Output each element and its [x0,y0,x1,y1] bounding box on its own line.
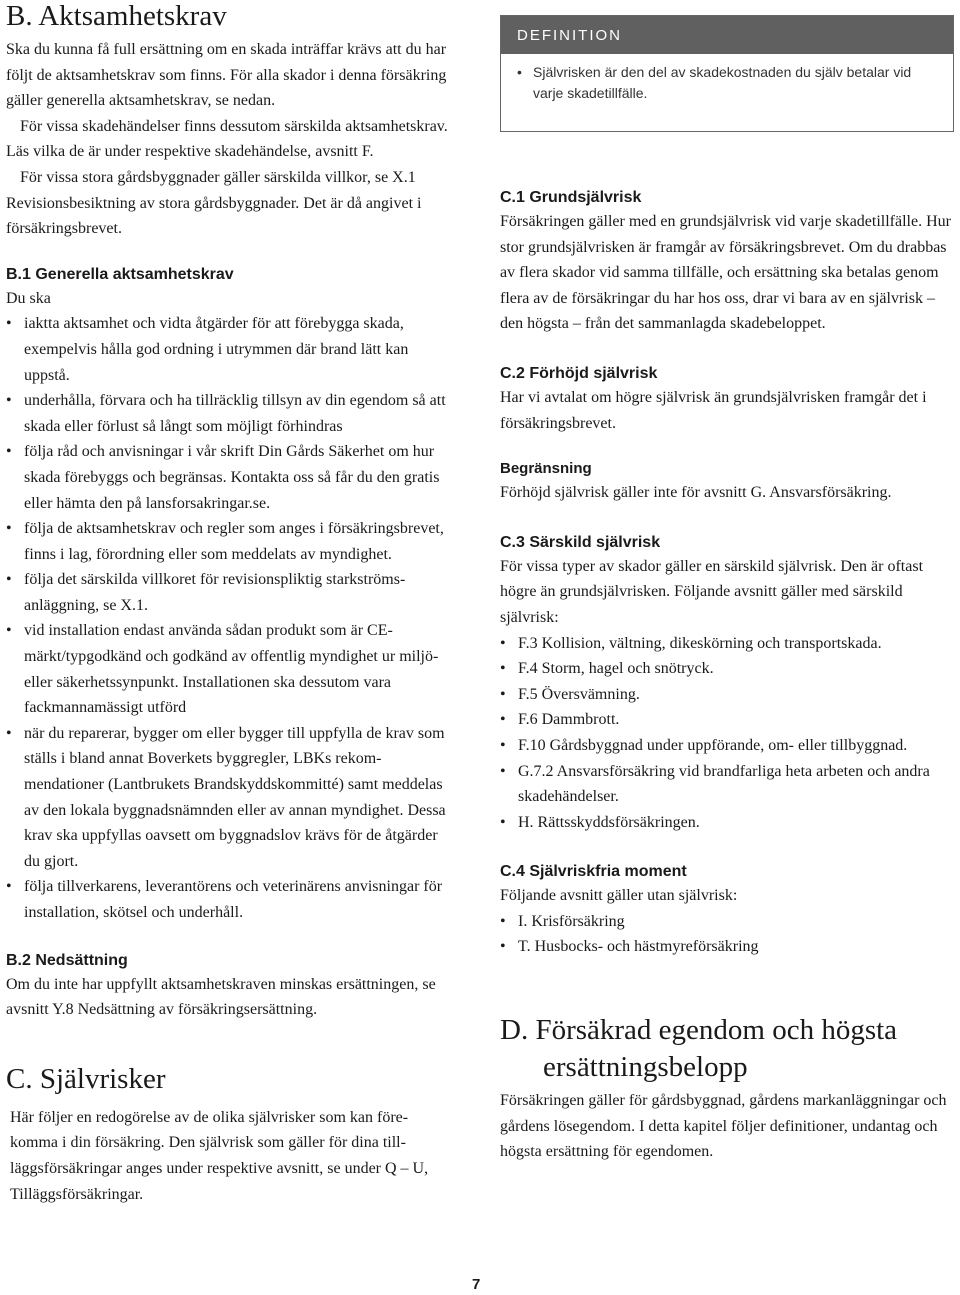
definition-text: • Självrisken är den del av skadekostnaden du själv betalar vid varje skadetillfälle. [517,62,937,104]
c3-list [500,631,954,836]
b2-heading: B.2 Nedsättning [6,951,128,969]
list-item: • följa tillverkarens, leverantörens och veterinärens anvisningar för installation, skötsel och underhåll. [6,874,454,925]
b1-heading: B.1 Generella aktsamhetskrav [6,265,234,283]
c2-heading: C.2 Förhöjd självrisk [500,364,658,382]
definition-body [501,54,953,104]
list-item: • F.3 Kollision, vältning, dikeskörning och transportskada. [500,631,954,657]
list-item: • F.6 Dammbrott. [500,707,954,733]
b1-lead: Du ska [6,289,51,307]
list-item: • när du reparerar, bygger om eller bygger till uppfylla de krav som ställs i bland annat Boverkets byggregler, LBKs rekommendationer (Lantbrukets Brandskyddskommitté) samt meddelas av den lokala byggnadsnämnden eller av annan myndighet. Dessa krav ska uppfyllas oavsett om byggnadslov krävs för de åtgärder du gjort. [6,721,454,875]
list-item: • följa det särskilda villkoret för revisionspliktig starkströmsanläggning, se X.1. [6,567,454,618]
list-item: • följa råd och anvisningar i vår skrift Din Gårds Säkerhet om hur skada förebyggs och begränsas. Kontakta oss så får du den gratis eller hämta den på lansforsakringar.se. [6,439,454,516]
b1-list [6,311,454,925]
page-number: 7 [472,1276,481,1293]
list-item: • underhålla, förvara och ha tillräcklig tillsyn av din egendom så att skada eller förlust så långt som möjligt förhindras [6,388,454,439]
list-item: • H. Rättsskyddsförsäkringen. [500,810,954,836]
section-b-title: B. Aktsamhetskrav [6,0,227,32]
definition-label: DEFINITION [501,16,953,54]
b2-text: Om du inte har uppfyllt aktsamhetskraven minskas ersättningen, se avsnitt Y.8 Nedsättning av försäkringsersättning. [6,975,436,1019]
list-item: • F.5 Översvämning. [500,682,954,708]
list-item: • T. Husbocks- och hästmyreförsäkring [500,934,954,960]
list-item: • G.7.2 Ansvarsförsäkring vid brandfarliga heta arbeten och andra skadehändelser. [500,759,954,810]
list-item: • I. Krisförsäkring [500,909,954,935]
left-column [6,0,454,1207]
c4-list [500,909,954,960]
definition-box [500,15,954,132]
list-item: • följa de aktsamhetskrav och regler som anges i försäkringsbrevet, finns i lag, förordning eller som meddelats av myndighet. [6,516,454,567]
c2-sub-text: Förhöjd självrisk gäller inte för avsnitt G. Ansvarsförsäkring. [500,484,892,502]
list-item: • F.10 Gårdsbyggnad under uppförande, om- eller tillbyggnad. [500,733,954,759]
c1-heading: C.1 Grundsjälvrisk [500,189,642,206]
section-b-intro: Ska du kunna få full ersättning om en skada inträffar krävs att du har följt de aktsamhetskrav som finns. För alla skador i denna försäkring gäller generella aktsamhetskrav, se nedan. [6,41,447,110]
right-column [500,187,954,1165]
list-item: • F.4 Storm, hagel och snötryck. [500,656,954,682]
c3-heading: C.3 Särskild självrisk [500,533,661,551]
c2-sub-heading: Begränsning [500,460,592,478]
c1-text: Försäkringen gäller med en grundsjälvrisk vid varje skadetillfälle. Hur stor grundsjälvrisken är framgår av försäkringsbrevet. Om du drabbas av flera skador vid samma tillfälle, och ersättning ska betalas genom flera av de försäkringar du har hos oss, drar vi bara av en självrisk – den högsta – från det sammanlagda skadebeloppet. [500,213,951,333]
section-d-title-line-1: D. Försäkrad egendom och högsta [500,1014,898,1047]
list-item: • iaktta aktsamhet och vidta åtgärder för att förebygga skada, exempelvis hålla god ordning i utrymmen där brand lätt kan uppstå. [6,311,454,388]
c4-text: Följande avsnitt gäller utan självrisk: [500,887,738,905]
c3-text: För vissa typer av skador gäller en särskild självrisk. Den är oftast högre än grundsjälvrisken. Följande avsnitt gäller med särskild självrisk: [500,557,924,626]
section-d-title [500,1012,954,1086]
section-d-title-line-2: ersättningsbelopp [543,1051,748,1084]
c4-heading: C.4 Självriskfria moment [500,863,687,881]
c2-text: Har vi avtalat om högre självrisk än grundsjälvrisken framgår det i försäkringsbrevet. [500,388,927,432]
section-b-intro-2: För vissa skadehändelser finns dessutom särskilda aktsamhetskrav. Läs vilka de är under respektive skadehändelse, avsnitt F. [6,117,448,161]
section-c-intro: Här följer en redogörelse av de olika självrisker som kan förekomma i din försäkring. Den självrisk som gäller för dina tillläggsförsäkringar anges under respektive avsnitt, se under Q – U, Tilläggsförsäkringar. [10,1108,429,1203]
section-d-text: Försäkringen gäller för gårdsbyggnad, gårdens markanläggningar och gårdens lösegendom. I detta kapitel följer definitioner, undantag och högsta ersättning för egendomen. [500,1092,947,1161]
section-c-title: C. Självrisker [6,1062,166,1095]
list-item: • vid installation endast använda sådan produkt som är CE-märkt/typgodkänd och godkänd av offentlig myndighet ur miljö- eller säkerhetssynpunkt. Installationen ska dessutom vara fackmannamässigt utförd [6,618,454,720]
section-b-intro-3: För vissa stora gårdsbyggnader gäller särskilda villkor, se X.1 Revisionsbesiktning av stora gårdsbyggnader. Det är då angivet i försäkringsbrevet. [6,168,422,238]
